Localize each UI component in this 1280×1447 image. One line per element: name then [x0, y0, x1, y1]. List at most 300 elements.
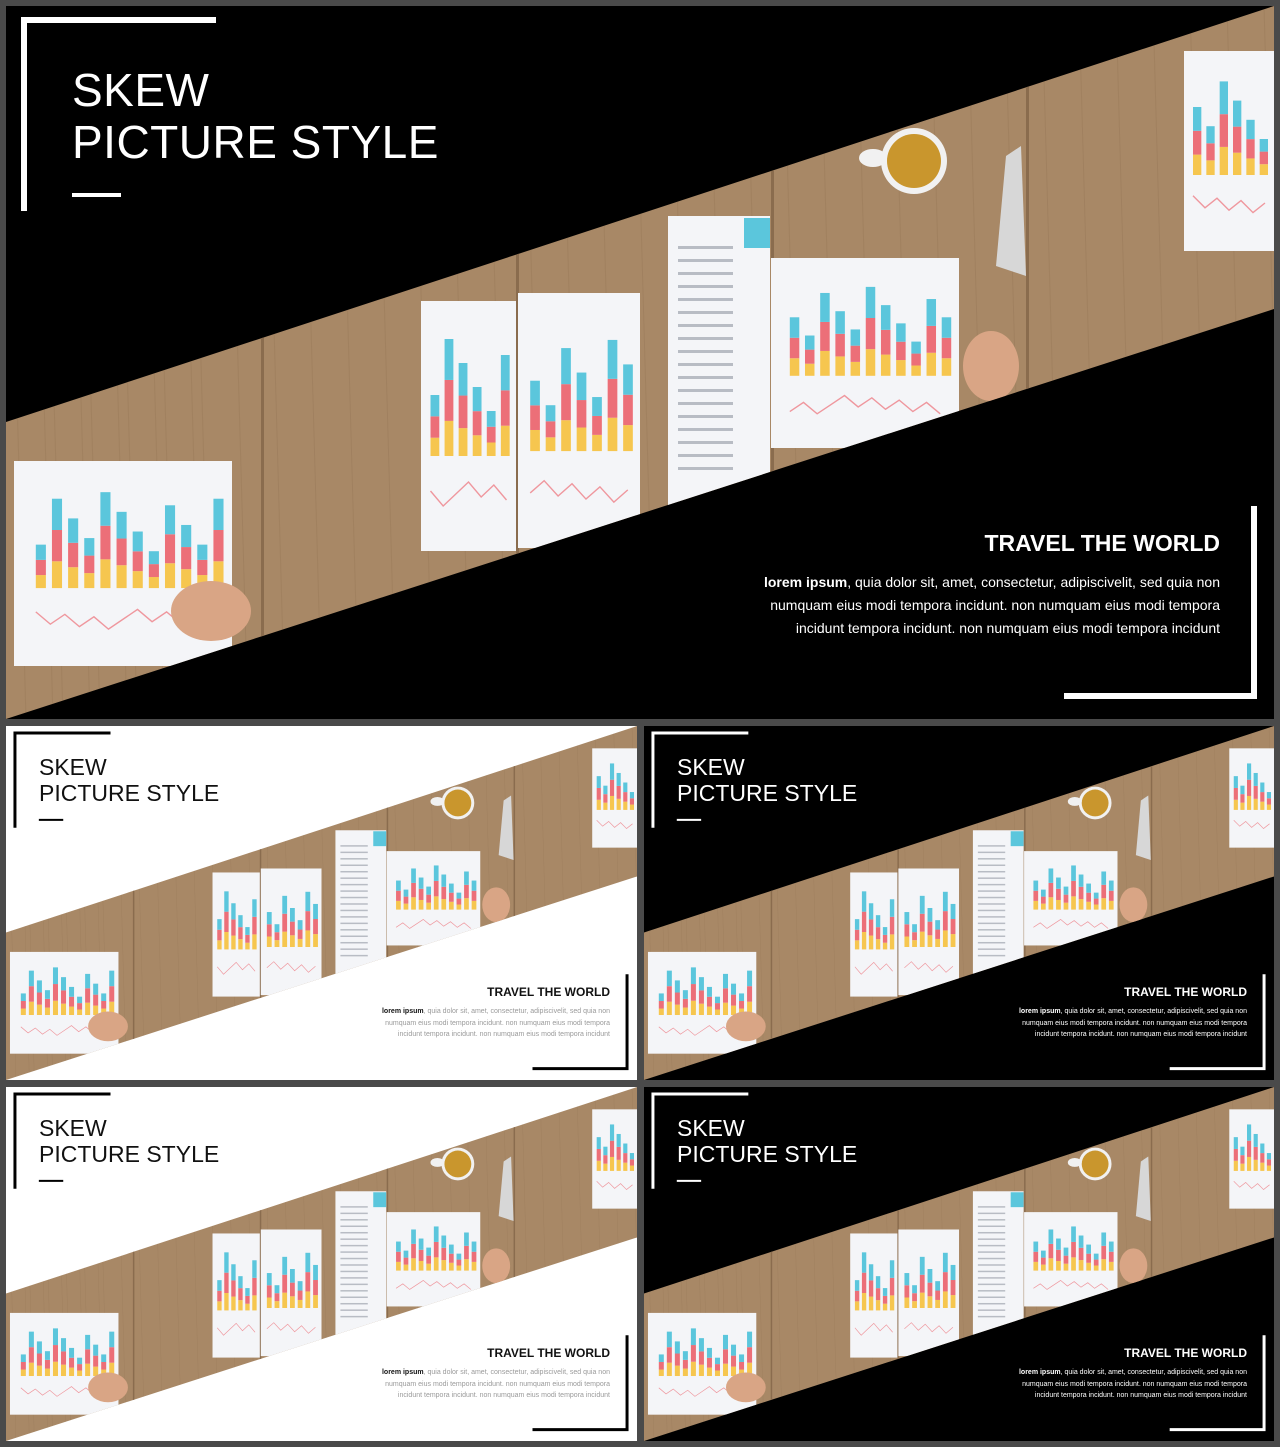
chart-bar: [85, 1364, 90, 1376]
chart-bar: [282, 914, 287, 932]
chart-bar: [731, 984, 736, 995]
chart-bar: [267, 912, 272, 924]
chart-bar: [133, 532, 143, 552]
hand: [482, 887, 510, 922]
chart-bar: [869, 1280, 873, 1296]
chart-bar: [441, 1248, 446, 1260]
section-heading: TRAVEL THE WORLD: [487, 1346, 610, 1360]
chart-bar: [790, 317, 799, 337]
chart-bar: [441, 875, 446, 887]
chart-bar: [101, 1001, 106, 1009]
chart-bar: [1254, 1134, 1258, 1147]
chart-bar: [305, 892, 310, 911]
chart-bar: [149, 551, 159, 564]
chart-bar: [731, 1367, 736, 1376]
chart-bar: [290, 922, 295, 936]
document-line: [340, 1303, 367, 1304]
chart-bar: [659, 1001, 664, 1009]
chart-bar: [928, 935, 933, 947]
chart-bar: [93, 1367, 98, 1376]
document-header: [373, 831, 386, 846]
chart-bar: [298, 939, 303, 947]
chart-bar: [683, 990, 688, 999]
chart-bar: [1240, 1155, 1244, 1163]
chart-bar: [1079, 1260, 1084, 1271]
chart-bar: [1240, 786, 1244, 794]
chart-bar: [231, 903, 235, 919]
chart-bar: [1246, 158, 1254, 175]
chart-bar: [630, 805, 634, 810]
chart-bar: [101, 993, 106, 1001]
chart-bar: [675, 980, 680, 992]
chart-bar: [109, 1332, 114, 1348]
chart-bar: [464, 871, 469, 884]
chart-bar: [21, 993, 26, 1001]
chart-bar: [1109, 1262, 1114, 1271]
chart-bar: [1056, 1239, 1061, 1250]
chart-bar: [623, 792, 627, 802]
chart-bar: [224, 932, 228, 949]
chart-bar: [577, 373, 587, 400]
chart-bar: [197, 545, 207, 560]
chart-bar: [747, 971, 752, 987]
chart-bar: [1056, 1261, 1061, 1271]
document-line: [978, 942, 1005, 943]
document-line: [678, 363, 733, 366]
chart-bar: [603, 794, 607, 802]
document-line: [340, 955, 367, 956]
chart-bar: [117, 565, 127, 588]
chart-bar: [109, 971, 114, 987]
chart-bar: [1260, 1163, 1264, 1171]
chart-bar: [224, 1252, 228, 1272]
coffee-icon: [444, 790, 471, 817]
chart-bar: [603, 1155, 607, 1163]
chart-bar: [904, 1273, 909, 1285]
chart-bar: [1101, 871, 1106, 884]
chart-bar: [1109, 1242, 1114, 1252]
chart-bar: [866, 349, 875, 376]
cup-handle: [1068, 1158, 1082, 1167]
chart-bar: [1206, 126, 1214, 143]
chart-bar: [1041, 1251, 1046, 1258]
chart-bar: [1267, 792, 1271, 798]
chart-bar: [1260, 802, 1264, 810]
chart-bar: [883, 1296, 887, 1304]
chart-bar: [951, 1280, 956, 1295]
chart-bar: [275, 924, 280, 932]
chart-bar: [217, 930, 221, 941]
chart-bar: [68, 518, 78, 542]
chart-bar: [855, 940, 859, 949]
chart-bar: [707, 1007, 712, 1015]
chart-bar: [1079, 1236, 1084, 1248]
chart-bar: [928, 908, 933, 922]
chart-bar: [282, 1257, 287, 1275]
chart-bar: [610, 780, 614, 796]
chart-bar: [404, 1265, 409, 1271]
chart-bar: [1101, 1246, 1106, 1259]
coffee-icon: [887, 134, 941, 188]
chart-bar: [459, 396, 468, 429]
chart-bar: [224, 1293, 228, 1310]
chart-bar: [597, 776, 601, 788]
chart-bar: [1094, 905, 1099, 910]
chart-bar: [457, 905, 462, 910]
chart-bar: [109, 986, 114, 1002]
chart-bar: [1033, 901, 1038, 910]
chart-bar: [1193, 155, 1201, 175]
chart-bar: [267, 937, 272, 947]
chart-bar: [252, 934, 256, 949]
chart-bar: [942, 317, 951, 337]
chart-bar: [411, 883, 416, 897]
slide-thumb-1[interactable]: [6, 726, 637, 1080]
chart-bar: [501, 426, 510, 456]
chart-bar: [896, 323, 905, 341]
chart-bar: [623, 395, 633, 425]
document-line: [978, 1297, 1005, 1298]
chart-bar: [217, 1280, 221, 1291]
chart-bar: [37, 980, 42, 992]
document-line: [678, 389, 733, 392]
chart-bar: [1254, 786, 1258, 799]
chart-bar: [912, 1293, 917, 1301]
chart-bar: [1233, 101, 1241, 127]
chart-bar: [245, 943, 249, 950]
document-line: [678, 415, 733, 418]
document-line: [340, 948, 367, 949]
chart-bar: [623, 1163, 627, 1171]
chart-bar: [29, 1002, 34, 1015]
chart-bar: [1041, 1265, 1046, 1271]
chart-bar: [298, 930, 303, 939]
chart-bar: [1260, 1144, 1264, 1154]
document-line: [678, 402, 733, 405]
chart-bar: [238, 915, 242, 927]
chart-bar: [1071, 865, 1076, 880]
chart-bar: [464, 885, 469, 898]
chart-bar: [561, 384, 571, 420]
chart-bar: [869, 919, 873, 935]
chart-bar: [1079, 899, 1084, 910]
document-line: [678, 454, 733, 457]
chart-bar: [441, 1260, 446, 1271]
chart-bar: [238, 1288, 242, 1300]
chart-bar: [238, 939, 242, 949]
chart-bar: [623, 783, 627, 793]
chart-bar: [904, 937, 909, 947]
chart-bar: [1260, 139, 1268, 152]
slide-title: SKEW PICTURE STYLE: [72, 64, 439, 169]
chart-bar: [723, 974, 728, 988]
chart-bar: [37, 1354, 42, 1366]
document-line: [340, 916, 367, 917]
chart-bar: [93, 1345, 98, 1356]
document-line: [978, 1245, 1005, 1246]
chart-bar: [298, 1300, 303, 1308]
chart-bar: [683, 1008, 688, 1015]
document-line: [340, 1213, 367, 1214]
chart-bar: [699, 977, 704, 990]
chart-bar: [1234, 1149, 1238, 1161]
chart-bar: [862, 1252, 866, 1272]
chart-bar: [1033, 1252, 1038, 1262]
chart-bar: [1049, 1258, 1054, 1270]
chart-bar: [1109, 1252, 1114, 1262]
chart-bar: [77, 1364, 82, 1370]
chart-bar: [890, 1278, 894, 1296]
chart-bar: [419, 900, 424, 910]
chart-bar: [610, 1157, 614, 1171]
hand: [171, 581, 251, 641]
chart-bar: [77, 1010, 82, 1015]
chart-bar: [869, 903, 873, 919]
chart-bar: [683, 1369, 688, 1376]
chart-bar: [747, 1347, 752, 1363]
chart-bar: [1101, 1259, 1106, 1270]
chart-bar: [1079, 887, 1084, 899]
chart-bar: [267, 1298, 272, 1308]
chart-bar: [36, 545, 46, 560]
chart-bar: [217, 940, 221, 949]
chart-bar: [457, 893, 462, 899]
chart-bar: [61, 1004, 66, 1015]
chart-bar: [404, 897, 409, 904]
chart-bar: [396, 1252, 401, 1262]
document-line: [340, 865, 367, 866]
chart-bar: [707, 1358, 712, 1368]
chart-bar: [93, 995, 98, 1006]
chart-bar: [855, 1301, 859, 1310]
chart-bar: [890, 934, 894, 949]
chart-bar: [1267, 1166, 1271, 1171]
document-line: [978, 1303, 1005, 1304]
chart-bar: [464, 1246, 469, 1259]
chart-bar: [715, 1371, 720, 1376]
chart-bar: [951, 1295, 956, 1308]
chart-bar: [617, 799, 621, 810]
chart-bar: [617, 786, 621, 799]
chart-bar: [659, 993, 664, 1001]
chart-bar: [275, 1293, 280, 1301]
document-line: [678, 298, 733, 301]
chart-bar: [1234, 800, 1238, 810]
coffee-icon: [1082, 1151, 1109, 1178]
chart-bar: [617, 1160, 621, 1171]
chart-bar: [1086, 902, 1091, 910]
chart-bar: [1041, 904, 1046, 910]
chart-bar: [1086, 1245, 1091, 1254]
chart-bar: [1049, 868, 1054, 882]
chart-bar: [472, 891, 477, 901]
chart-bar: [282, 932, 287, 947]
chart-bar: [1247, 1124, 1251, 1140]
cup-handle: [1068, 797, 1082, 806]
chart-bar: [928, 1296, 933, 1308]
chart-bar: [1260, 164, 1268, 175]
chart-bar: [231, 919, 235, 935]
chart-bar: [1101, 1232, 1106, 1245]
chart-bar: [597, 1161, 601, 1171]
document-line: [978, 1206, 1005, 1207]
chart-bar: [667, 971, 672, 987]
chart-bar: [282, 1293, 287, 1308]
chart-bar: [1056, 878, 1061, 889]
document-line: [978, 1238, 1005, 1239]
chart-bar: [313, 1265, 318, 1280]
chart-bar: [53, 1345, 58, 1362]
chart-bar: [675, 1005, 680, 1015]
hand: [1119, 887, 1147, 922]
chart-bar: [1094, 1260, 1099, 1266]
chart-bar: [61, 1365, 66, 1376]
chart-bar: [426, 1248, 431, 1256]
document-line: [978, 936, 1005, 937]
document-line: [340, 1232, 367, 1233]
chart-bar: [835, 334, 844, 357]
chart-bar: [881, 355, 890, 376]
chart-bar: [883, 1304, 887, 1311]
chart-bar: [1041, 897, 1046, 904]
document-line: [678, 428, 733, 431]
chart-bar: [912, 1285, 917, 1293]
chart-bar: [117, 539, 127, 566]
chart-bar: [876, 927, 880, 939]
document-line: [340, 1309, 367, 1310]
chart-bar: [252, 917, 256, 935]
chart-bar: [457, 1254, 462, 1260]
document-line: [978, 1271, 1005, 1272]
document-line: [978, 1309, 1005, 1310]
document-line: [678, 285, 733, 288]
chart-bar: [1041, 890, 1046, 897]
chart-bar: [419, 878, 424, 889]
chart-bar: [904, 912, 909, 924]
body-text: lorem ipsum, quia dolor sit, amet, consectetur, adipiscivelit, sed quia non numquam eius modi tempora incidunt. non numquam eius modi tempora incidunt tempora incidunt. non numquam eius modi tempora incidunt: [381, 1369, 610, 1399]
document-line: [978, 890, 1005, 891]
cup-handle: [430, 1158, 444, 1167]
chart-bar: [617, 1134, 621, 1147]
document-line: [978, 1284, 1005, 1285]
chart-bar: [851, 362, 860, 376]
document-line: [340, 1316, 367, 1317]
chart-bar: [715, 1003, 720, 1009]
chart-bar: [723, 1364, 728, 1376]
chart-bar: [561, 420, 571, 451]
chart-bar: [231, 936, 235, 950]
chart-bar: [245, 935, 249, 943]
chart-bar: [739, 1362, 744, 1370]
chart-bar: [45, 999, 50, 1008]
document-line: [678, 441, 733, 444]
chart-bar: [912, 932, 917, 940]
chart-bar: [866, 318, 875, 349]
chart-bar: [683, 999, 688, 1008]
chart-bar: [715, 997, 720, 1003]
chart-bar: [920, 1275, 925, 1293]
document-line: [978, 1226, 1005, 1227]
slide-thumb-4[interactable]: [644, 1087, 1274, 1441]
chart-bar: [1254, 1147, 1258, 1160]
chart-bar: [231, 1264, 235, 1280]
chart-bar: [835, 356, 844, 375]
chart-bar: [610, 763, 614, 779]
chart-bar: [691, 1345, 696, 1362]
chart-bar: [603, 1147, 607, 1155]
chart-bar: [659, 1354, 664, 1362]
chart-bar: [449, 1263, 454, 1271]
chart-bar: [667, 1332, 672, 1348]
slide-main[interactable]: [6, 6, 1274, 719]
chart-bar: [912, 940, 917, 947]
chart-bar: [1064, 887, 1069, 895]
document-line: [340, 858, 367, 859]
chart-bar: [464, 1259, 469, 1270]
chart-bar: [691, 1328, 696, 1345]
document-line: [978, 1232, 1005, 1233]
chart-bar: [441, 899, 446, 910]
chart-bar: [935, 930, 940, 939]
chart-bar: [45, 990, 50, 999]
chart-bar: [630, 792, 634, 798]
chart-bar: [231, 1297, 235, 1311]
chart-bar: [426, 903, 431, 910]
chart-bar: [93, 1356, 98, 1367]
slide-thumb-2[interactable]: [644, 726, 1274, 1080]
chart-bar: [45, 1369, 50, 1376]
document-line: [340, 890, 367, 891]
chart-bar: [790, 338, 799, 358]
chart-bar: [911, 366, 920, 376]
chart-bar: [920, 1293, 925, 1308]
document-line: [978, 897, 1005, 898]
chart-bar: [1094, 893, 1099, 899]
chart-bar: [1246, 139, 1254, 158]
chart-bar: [426, 895, 431, 903]
chart-bar: [1086, 1254, 1091, 1263]
chart-bar: [473, 435, 482, 456]
chart-bar: [445, 380, 454, 421]
slide-title: SKEW PICTURE STYLE: [39, 754, 220, 807]
hand: [726, 1011, 766, 1041]
chart-bar: [876, 1276, 880, 1288]
chart-bar: [419, 889, 424, 900]
document-line: [340, 1238, 367, 1239]
document-line: [978, 1219, 1005, 1220]
chart-bar: [37, 993, 42, 1005]
document-line: [340, 877, 367, 878]
chart-bar: [920, 1257, 925, 1275]
chart-bar: [630, 798, 634, 804]
chart-bar: [943, 911, 948, 930]
chart-bar: [1254, 1160, 1258, 1171]
document-line: [340, 897, 367, 898]
chart-bar: [290, 1296, 295, 1308]
chart-bar: [890, 1260, 894, 1278]
chart-bar: [431, 395, 440, 416]
document-line: [340, 929, 367, 930]
document-line: [978, 1290, 1005, 1291]
chart-bar: [1049, 883, 1054, 897]
chart-bar: [1056, 1250, 1061, 1261]
chart-bar: [1260, 792, 1264, 802]
chart-bar: [617, 1147, 621, 1160]
slide-thumb-3[interactable]: [6, 1087, 637, 1441]
chart-bar: [1056, 889, 1061, 900]
chart-bar: [707, 1348, 712, 1358]
chart-bar: [1094, 899, 1099, 905]
